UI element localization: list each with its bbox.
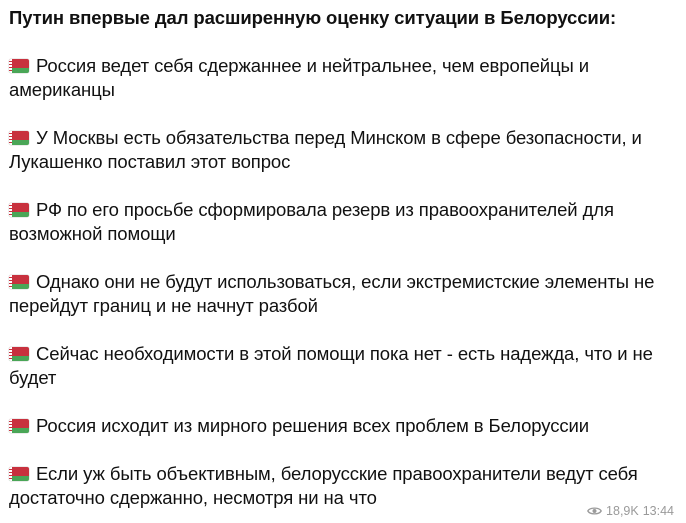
post-meta <box>587 504 674 518</box>
belarus-flag-icon <box>9 275 29 289</box>
bullet-item <box>9 462 676 510</box>
bullet-item <box>9 342 676 390</box>
belarus-flag-icon <box>9 419 29 433</box>
bullet-text: Россия ведет себя сдержаннее и нейтральнее, чем европейцы и американцы <box>9 55 589 100</box>
post-time: 13:44 <box>642 504 674 518</box>
belarus-flag-icon <box>9 59 29 73</box>
bullet-text: Если уж быть объективным, белорусские правоохранители ведут себя достаточно сдержанно, несмотря ни на что <box>9 463 638 508</box>
belarus-flag-icon <box>9 131 29 145</box>
post-title: Путин впервые дал расширенную оценку ситуации в Белоруссии: <box>9 7 617 28</box>
bullet-item <box>9 54 676 102</box>
views-count: 18,9K <box>606 504 639 518</box>
eye-icon <box>587 506 602 516</box>
belarus-flag-icon <box>9 347 29 361</box>
bullet-item <box>9 198 676 246</box>
bullet-text: Россия исходит из мирного решения всех проблем в Белоруссии <box>36 415 589 436</box>
bullet-item <box>9 270 676 318</box>
belarus-flag-icon <box>9 203 29 217</box>
bullet-text: Однако они не будут использоваться, если экстремистские элементы не перейдут границ и не начнут разбой <box>9 271 655 316</box>
belarus-flag-icon <box>9 467 29 481</box>
bullet-item <box>9 414 676 438</box>
bullet-list <box>9 54 676 510</box>
bullet-item <box>9 126 676 174</box>
bullet-text: Сейчас необходимости в этой помощи пока нет - есть надежда, что и не будет <box>9 343 653 388</box>
bullet-text: У Москвы есть обязательства перед Минском в сфере безопасности, и Лукашенко поставил этот вопрос <box>9 127 642 172</box>
bullet-text: РФ по его просьбе сформировала резерв из правоохранителей для возможной помощи <box>9 199 614 244</box>
